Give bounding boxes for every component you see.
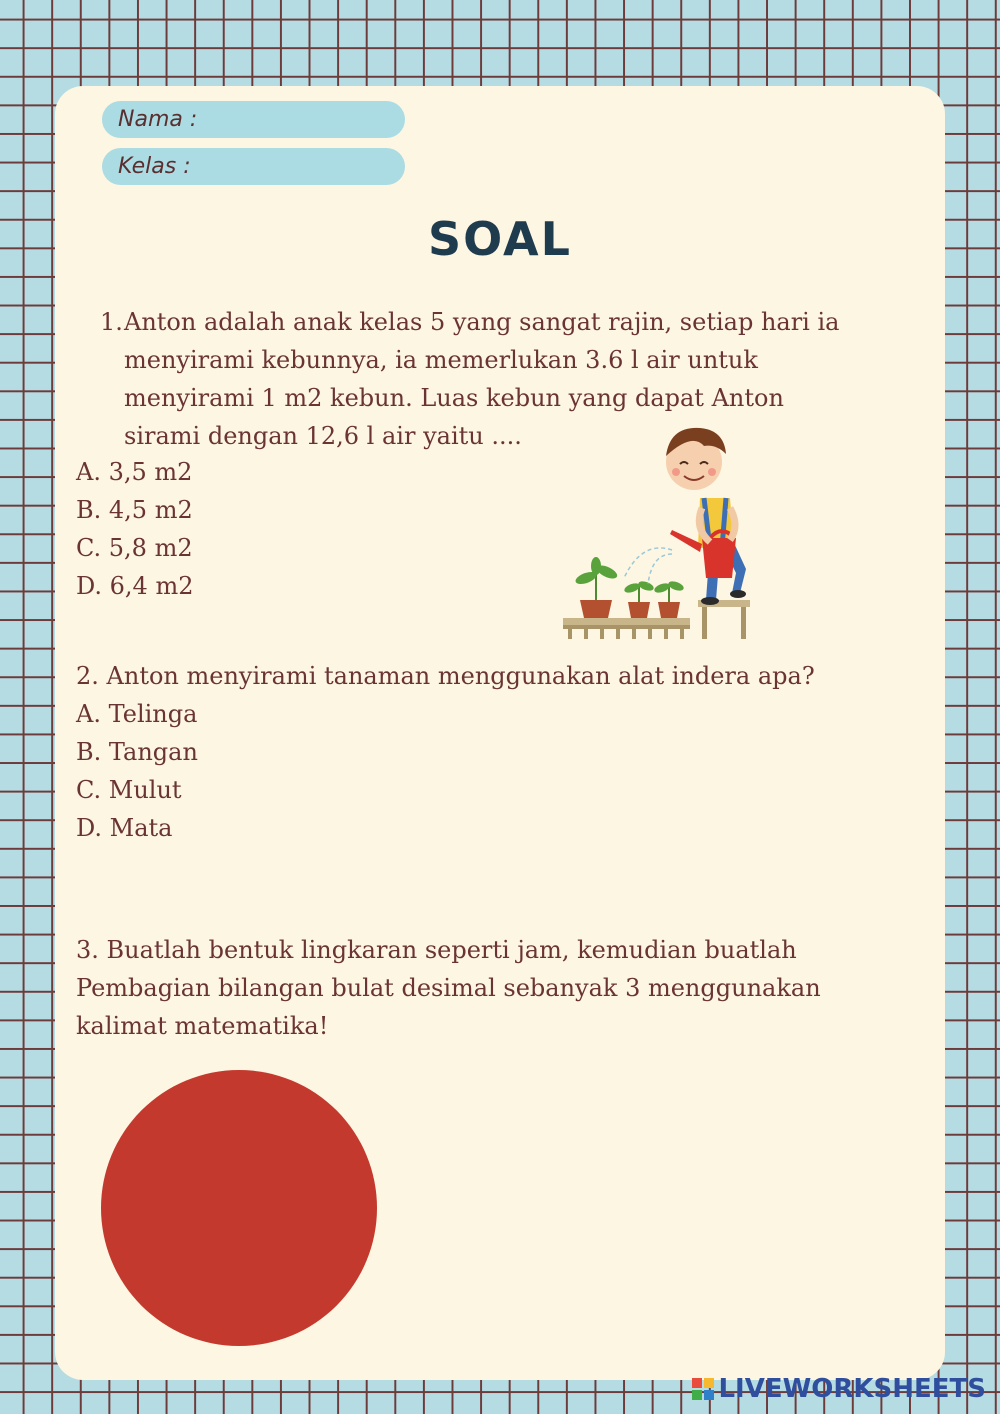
question1-line: Anton adalah anak kelas 5 yang sangat rajin, setiap hari ia: [124, 308, 840, 336]
question1-line: menyirami kebunnya, ia memerlukan 3.6 l air untuk: [124, 346, 758, 374]
liveworksheets-brand: [692, 1374, 986, 1404]
worksheet-title: SOAL: [428, 212, 572, 266]
question2-text: 2. Anton menyirami tanaman menggunakan alat indera apa?: [76, 662, 815, 690]
liveworksheets-wordmark: LIVEWORKSHEETS: [718, 1374, 986, 1404]
class-field[interactable]: [102, 148, 405, 185]
liveworksheets-logo-icon: [692, 1378, 714, 1400]
question3-line: 3. Buatlah bentuk lingkaran seperti jam, kemudian buatlah: [76, 936, 797, 964]
name-field[interactable]: [102, 101, 405, 138]
question3-line: kalimat matematika!: [76, 1012, 329, 1040]
drawing-circle-area[interactable]: [101, 1070, 377, 1346]
question1-option-b: B. 4,5 m2: [76, 496, 193, 524]
boy-watering-plants-illustration: [560, 420, 760, 645]
question1-option-a: A. 3,5 m2: [76, 458, 193, 486]
question3-line: Pembagian bilangan bulat desimal sebanyak 3 menggunakan: [76, 974, 821, 1002]
question2-option-b: B. Tangan: [76, 738, 198, 766]
name-label: Nama :: [118, 107, 198, 132]
question1-option-c: C. 5,8 m2: [76, 534, 193, 562]
question2-option-a: A. Telinga: [76, 700, 198, 728]
question1-line: menyirami 1 m2 kebun. Luas kebun yang dapat Anton: [124, 384, 784, 412]
question1-number: 1.: [100, 308, 123, 336]
question1-line: sirami dengan 12,6 l air yaitu ....: [124, 422, 522, 450]
question1-option-d: D. 6,4 m2: [76, 572, 194, 600]
class-label: Kelas :: [118, 154, 191, 179]
question2-option-c: C. Mulut: [76, 776, 182, 804]
question2-option-d: D. Mata: [76, 814, 173, 842]
